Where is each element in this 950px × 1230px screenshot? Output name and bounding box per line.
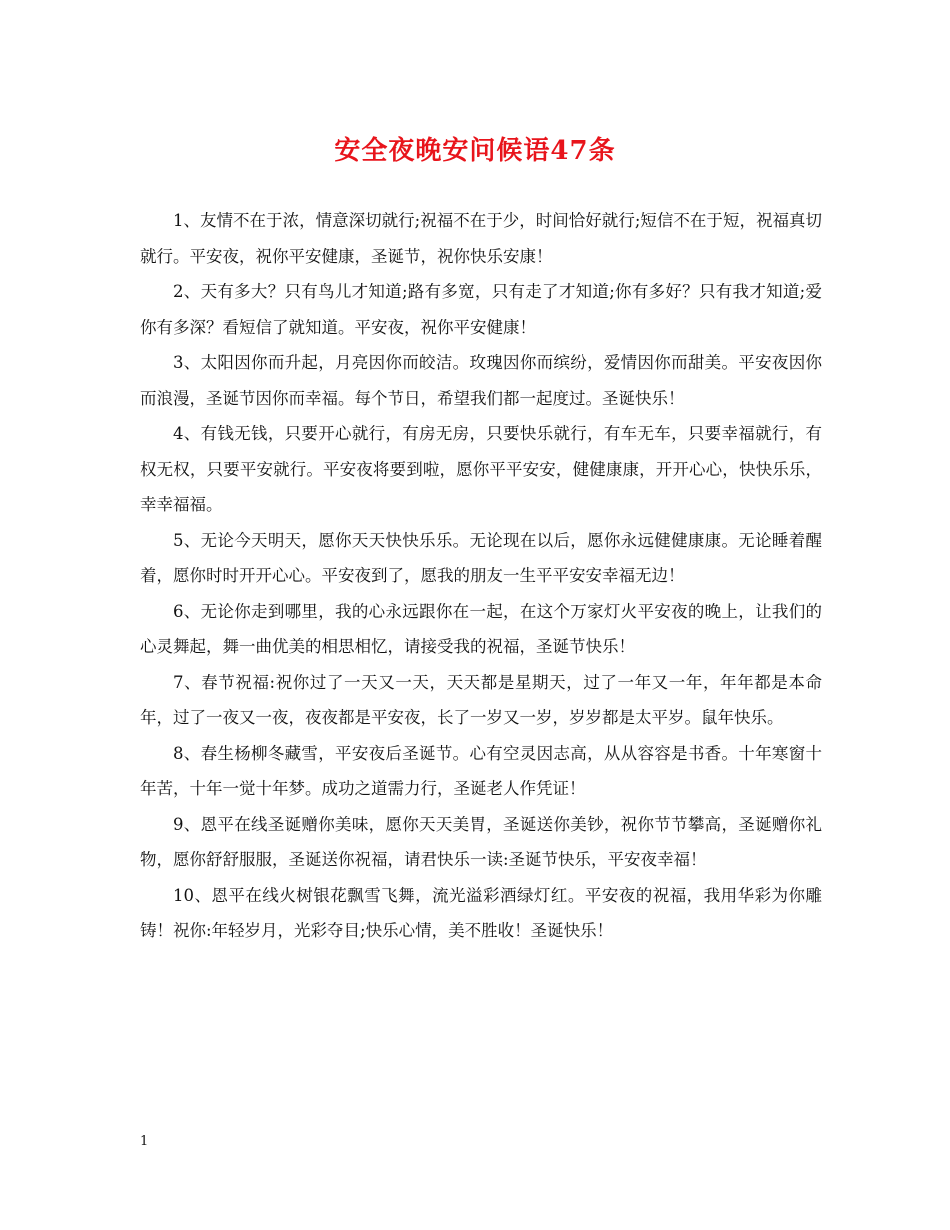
paragraph-8: 8、春生杨柳冬藏雪，平安夜后圣诞节。心有空灵因志高，从从容容是书香。十年寒窗十年苦，十年一觉十年梦。成功之道需力行，圣诞老人作凭证！ <box>140 743 822 798</box>
page-number: 1 <box>140 1134 149 1149</box>
paragraph-1: 1、友情不在于浓，情意深切就行;祝福不在于少，时间恰好就行;短信不在于短，祝福真切就行。平安夜，祝你平安健康，圣诞节，祝你快乐安康！ <box>140 211 822 266</box>
document-title: 安全夜晚安问候语47条 <box>334 136 616 166</box>
paragraph-9: 9、恩平在线圣诞赠你美味，愿你天天美胃，圣诞送你美钞，祝你节节攀高，圣诞赠你礼物，愿你舒舒服服，圣诞送你祝福，请君快乐一读:圣诞节快乐，平安夜幸福！ <box>140 814 822 869</box>
document-body <box>140 203 822 949</box>
paragraph-7: 7、春节祝福:祝你过了一天又一天，天天都是星期天，过了一年又一年，年年都是本命年，过了一夜又一夜，夜夜都是平安夜，长了一岁又一岁，岁岁都是太平岁。鼠年快乐。 <box>140 672 822 727</box>
paragraph-6: 6、无论你走到哪里，我的心永远跟你在一起，在这个万家灯火平安夜的晚上，让我们的心灵舞起，舞一曲优美的相思相忆，请接受我的祝福，圣诞节快乐！ <box>140 601 822 656</box>
paragraph-5: 5、无论今天明天，愿你天天快快乐乐。无论现在以后，愿你永远健健康康。无论睡着醒着，愿你时时开开心心。平安夜到了，愿我的朋友一生平平安安幸福无边！ <box>140 530 822 585</box>
paragraph-4: 4、有钱无钱，只要开心就行，有房无房，只要快乐就行，有车无车，只要幸福就行，有权无权，只要平安就行。平安夜将要到啦，愿你平平安安，健健康康，开开心心，快快乐乐，幸幸福福。 <box>140 424 822 514</box>
paragraph-2: 2、天有多大？只有鸟儿才知道;路有多宽，只有走了才知道;你有多好？只有我才知道;爱你有多深？看短信了就知道。平安夜，祝你平安健康！ <box>140 282 822 337</box>
paragraph-3: 3、太阳因你而升起，月亮因你而皎洁。玫瑰因你而缤纷，爱情因你而甜美。平安夜因你而浪漫，圣诞节因你而幸福。每个节日，希望我们都一起度过。圣诞快乐！ <box>140 353 822 408</box>
paragraph-10: 10、恩平在线火树银花飘雪飞舞，流光溢彩酒绿灯红。平安夜的祝福，我用华彩为你雕铸！祝你:年轻岁月，光彩夺目;快乐心情，美不胜收！圣诞快乐！ <box>140 885 822 940</box>
